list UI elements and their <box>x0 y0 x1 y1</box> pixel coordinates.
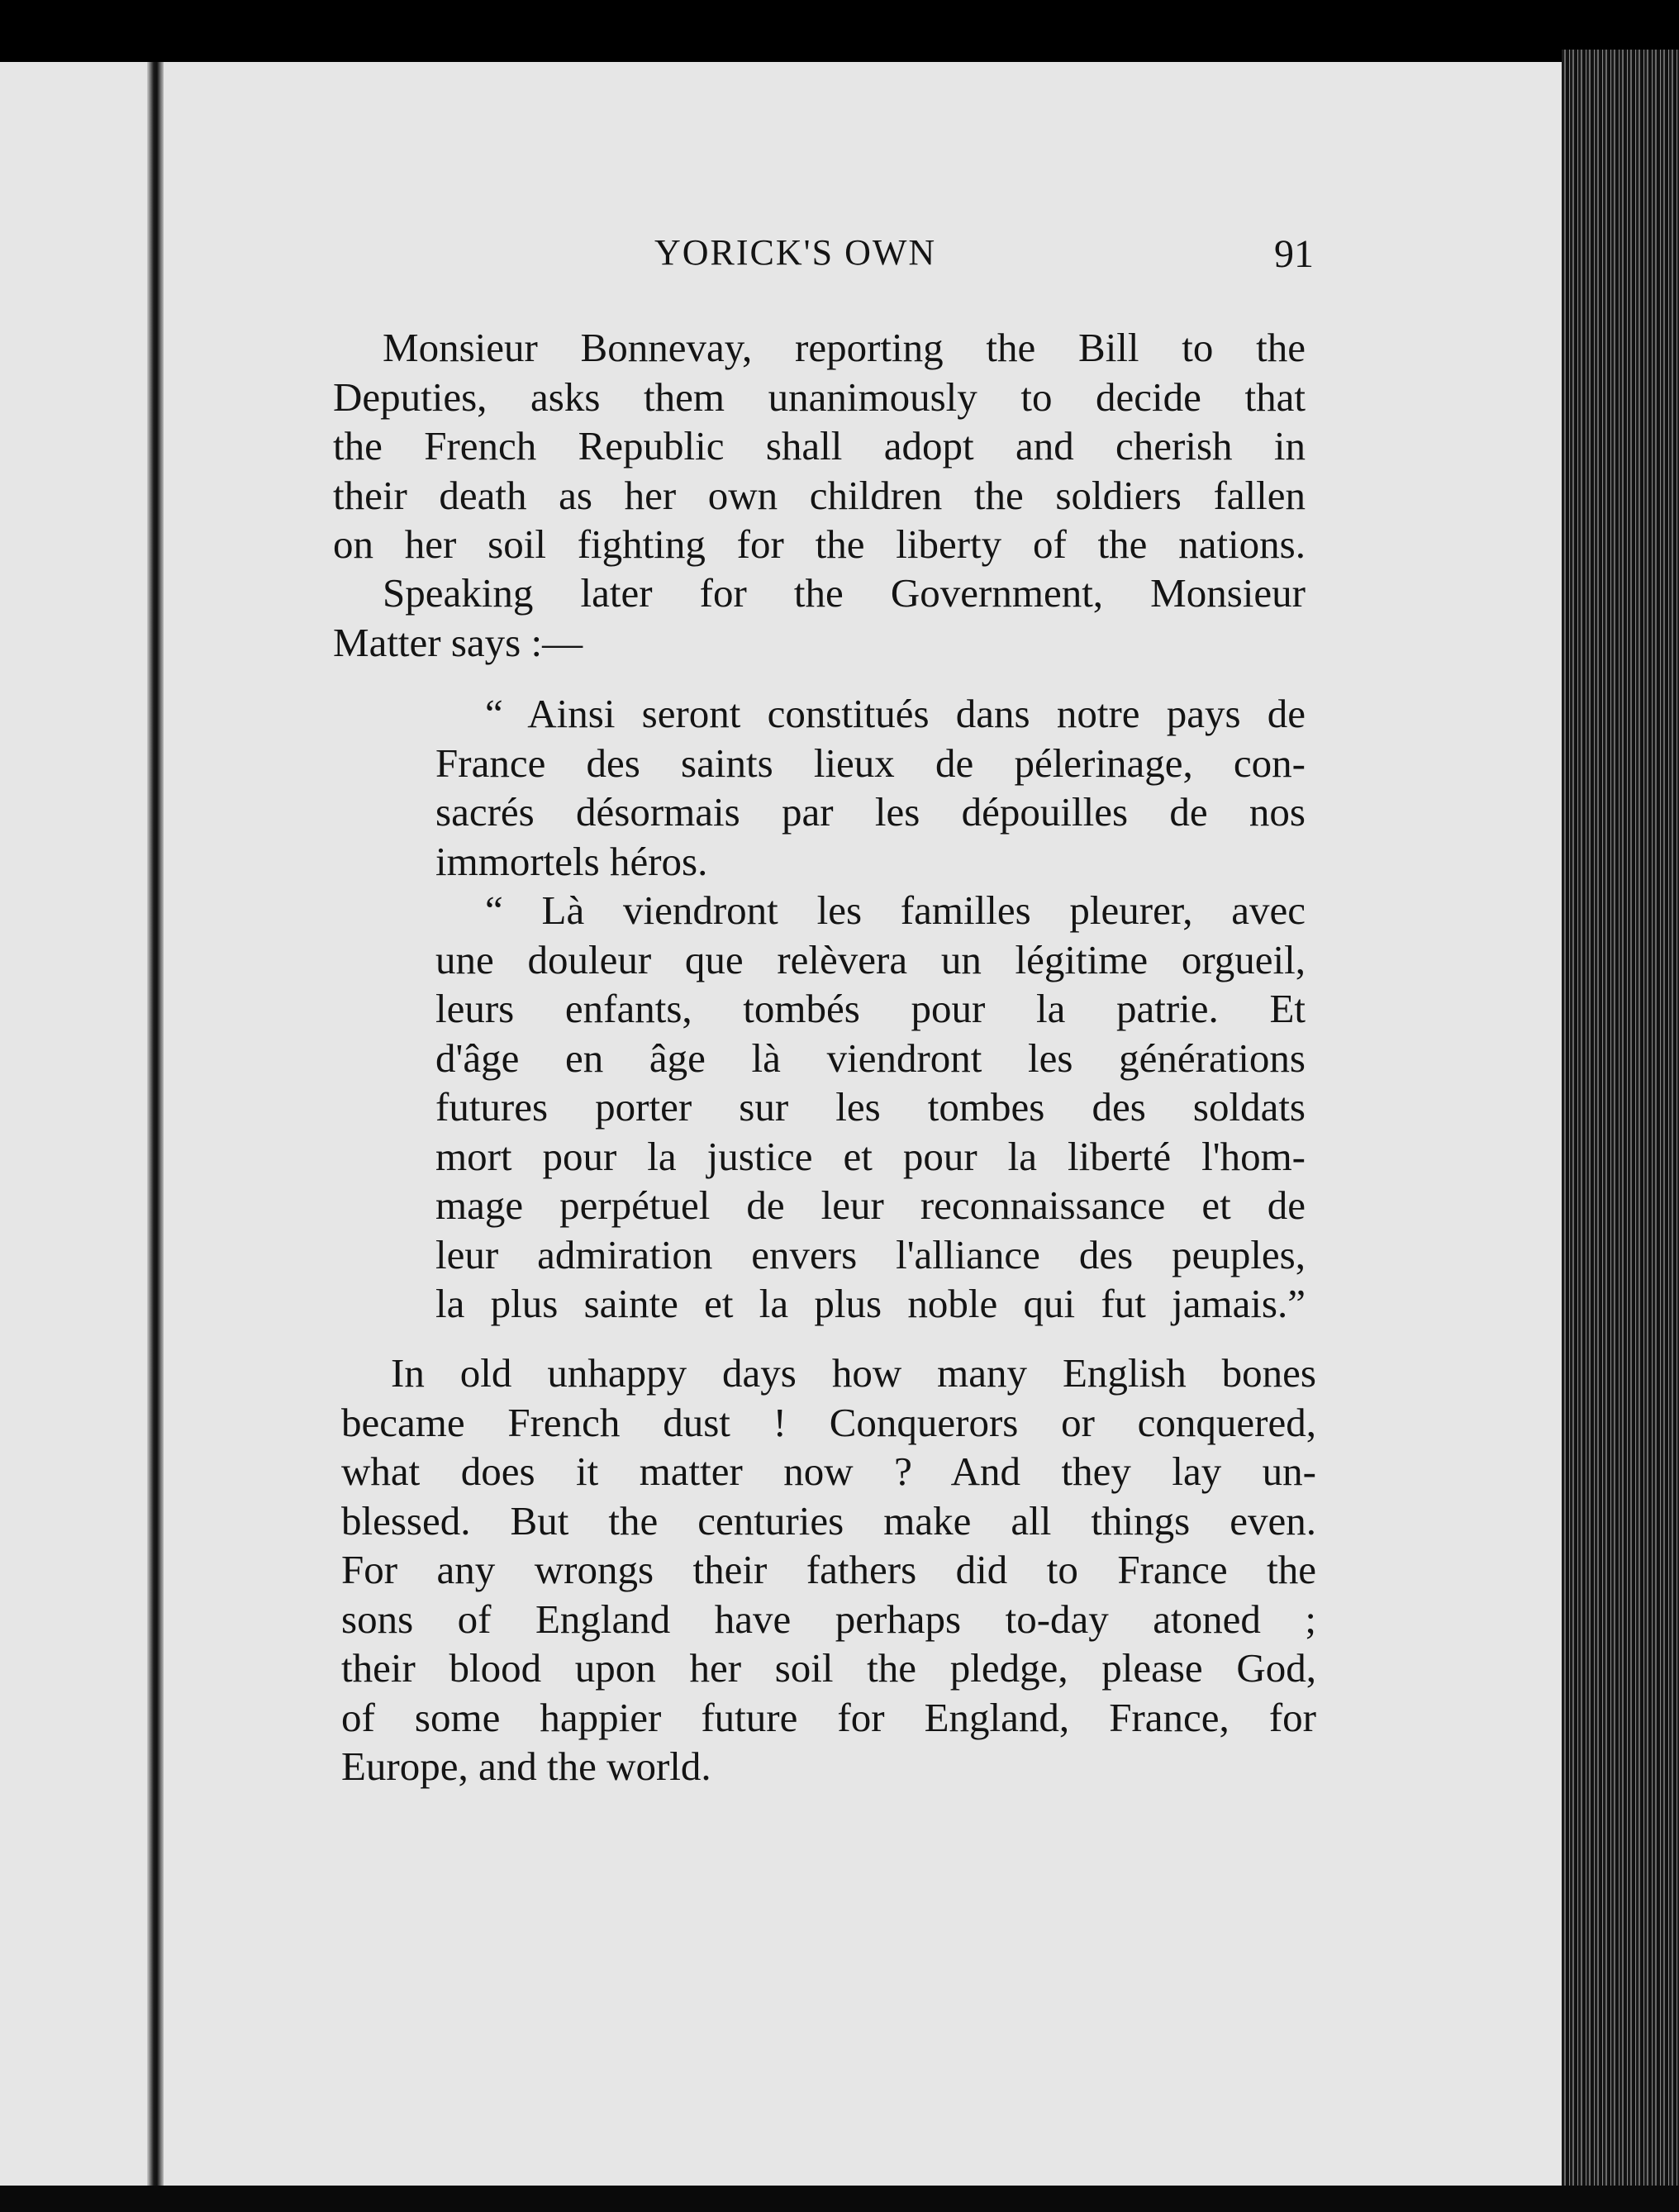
quote-line: France des saints lieux de pélerinage, con- <box>435 740 1306 786</box>
quote-line: d'âge en âge là viendront les générations <box>435 1035 1306 1081</box>
text-line: blessed. But the centuries make all things even. <box>341 1497 1316 1544</box>
quote-line: “ Ainsi seront constitués dans notre pays de <box>485 691 1306 736</box>
text-line: sons of England have perhaps to-day atoned ; <box>341 1596 1316 1642</box>
text-line: Speaking later for the Government, Monsieur <box>383 570 1306 616</box>
running-head <box>331 231 1314 281</box>
block-quote-2 <box>435 886 1306 1329</box>
quote-line: leur admiration envers l'alliance des peuples, <box>435 1231 1306 1277</box>
text-line: became French dust ! Conquerors or conquered, <box>341 1399 1316 1445</box>
text-line: their blood upon her soil the pledge, please God, <box>341 1645 1316 1691</box>
running-title: YORICK'S OWN <box>654 232 937 273</box>
quote-line: futures porter sur les tombes des soldats <box>435 1084 1306 1130</box>
page-edge-stack <box>1562 50 1679 2198</box>
text-line: Monsieur Bonnevay, reporting the Bill to the <box>383 325 1306 370</box>
text-line: of some happier future for England, France, for <box>341 1694 1316 1740</box>
quote-line: “ Là viendront les familles pleurer, avec <box>485 887 1306 933</box>
paragraph-1 <box>333 323 1306 569</box>
text-line: Matter says :— <box>333 619 583 665</box>
page-number: 91 <box>1274 232 1314 276</box>
quote-line: mort pour la justice et pour la liberté l'hom- <box>435 1133 1306 1179</box>
quote-line: la plus sainte et la plus noble qui fut jamais.” <box>435 1281 1306 1326</box>
text-line: In old unhappy days how many English bones <box>391 1350 1316 1396</box>
quote-line: sacrés désormais par les dépouilles de nos <box>435 789 1306 835</box>
quote-line: leurs enfants, tombés pour la patrie. Et <box>435 986 1306 1031</box>
block-quote-1 <box>435 689 1306 886</box>
paragraph-2 <box>333 568 1306 667</box>
text-line: on her soil fighting for the liberty of the nations. <box>333 521 1306 567</box>
quote-line: une douleur que relèvera un légitime orgueil, <box>435 936 1306 982</box>
text-line: what does it matter now ? And they lay un- <box>341 1449 1316 1494</box>
quote-line: immortels héros. <box>435 838 708 884</box>
text-line: Deputies, asks them unanimously to decide that <box>333 373 1306 420</box>
binding-gutter <box>147 62 164 2186</box>
paragraph-3 <box>341 1349 1316 1791</box>
scan-bottom-border <box>0 2186 1679 2212</box>
text-line: Europe, and the world. <box>341 1743 711 1789</box>
text-line: their death as her own children the soldiers fallen <box>333 472 1306 518</box>
quote-line: mage perpétuel de leur reconnaissance et de <box>435 1182 1306 1228</box>
text-line: For any wrongs their fathers did to France the <box>341 1547 1316 1592</box>
text-line: the French Republic shall adopt and cherish in <box>333 423 1306 469</box>
